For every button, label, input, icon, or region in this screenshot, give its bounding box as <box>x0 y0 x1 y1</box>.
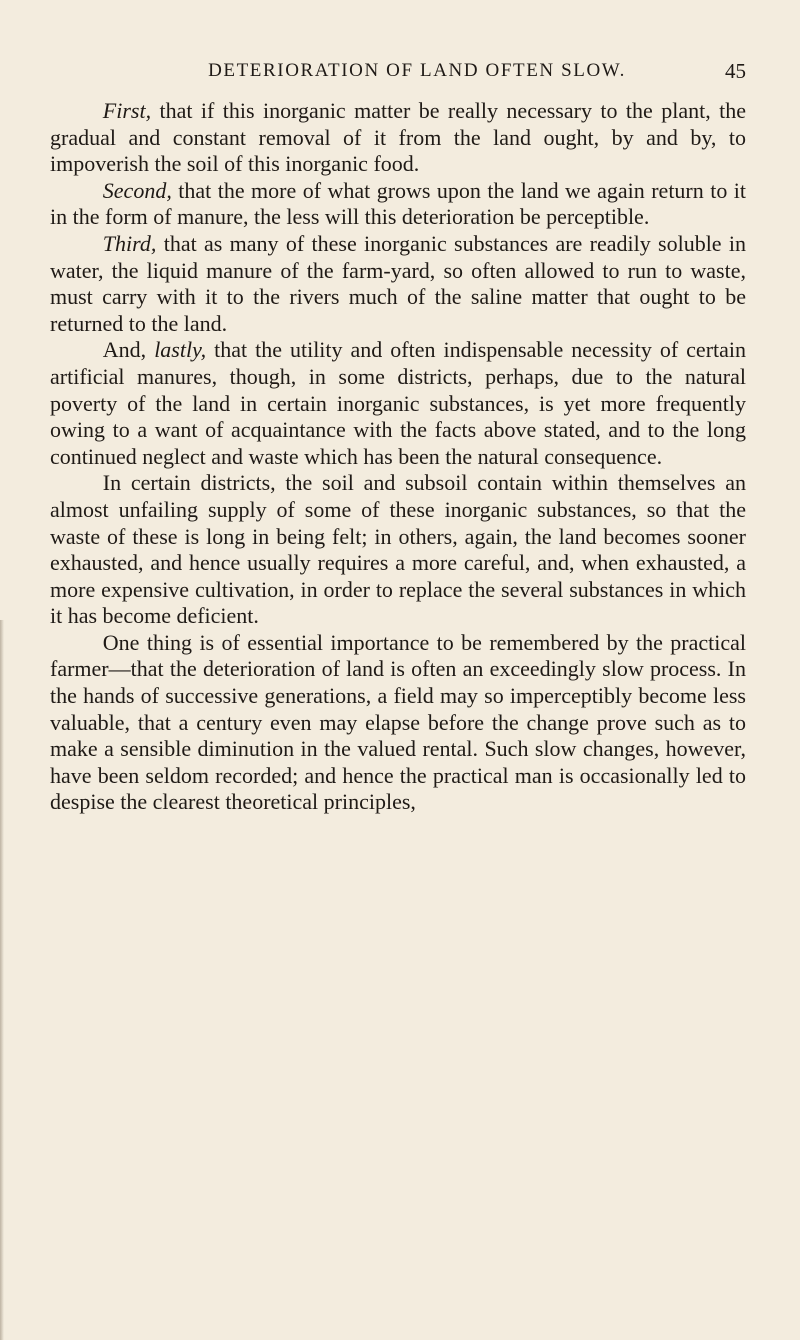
body-text <box>50 98 746 816</box>
paragraph-third <box>50 231 746 337</box>
paragraph-slow-process <box>50 630 746 816</box>
running-title: DETERIORATION OF LAND OFTEN SLOW. <box>208 60 626 81</box>
page-number: 45 <box>725 59 746 83</box>
paragraph-lead: Second, <box>102 177 172 203</box>
paragraph-pre: And, <box>102 337 155 363</box>
paragraph-second <box>50 178 746 231</box>
paragraph-text: that the utility and often indispensable necessity of certain artificial manures, though, in some districts, perhaps, due to the natural poverty of the land in certain inorganic substances, is yet more frequently owing to a want of acquaintance with the facts above stated, and to the long continued neglect and waste which has been the natural consequence. <box>50 337 747 469</box>
paragraph-first <box>50 98 746 178</box>
paragraph-text: In certain districts, the soil and subsoil contain within themselves an almost unfailing supply of some of these inorganic substances, so that the waste of these is long in being felt; in others, again, the land becomes sooner exhausted, and hence usually requires a more careful, and, when exhausted, a more expensive cultivation, in order to replace the several substances in which it has become deficient. <box>50 470 746 629</box>
page-edge-shadow <box>0 620 4 1340</box>
paragraph-lead: First, <box>102 98 152 123</box>
paragraph-text: that if this inorganic matter be really necessary to the plant, the gradual and constant removal of it from the land ought, by and by, to impoverish the soil of this inorganic food. <box>50 98 746 177</box>
paragraph-text: that as many of these inorganic substances are readily soluble in water, the liquid manure of the farm-yard, so often allowed to run to waste, must carry with it to the rivers much of the saline matter that ought to be returned to the land. <box>50 230 746 336</box>
paragraph-text: One thing is of essential importance to be remembered by the practical farmer—that the deterioration of land is often an exceedingly slow process. In the hands of successive generations, a field may so imperceptibly become less valuable, that a century even may elapse before the change prove such as to make a sensible diminution in the valued rental. Such slow changes, however, have been seldom recorded; and hence the practical man is occasionally led to despise the clearest theoretical principles, <box>50 629 746 815</box>
paragraph-lead: lastly, <box>154 337 207 363</box>
paragraph-districts <box>50 470 746 630</box>
paragraph-lastly <box>50 337 746 470</box>
paragraph-lead: Third, <box>102 230 157 256</box>
paragraph-text: that the more of what grows upon the land we again return to it in the form of manure, the less will this deterioration be perceptible. <box>50 177 746 230</box>
running-head <box>88 56 746 86</box>
